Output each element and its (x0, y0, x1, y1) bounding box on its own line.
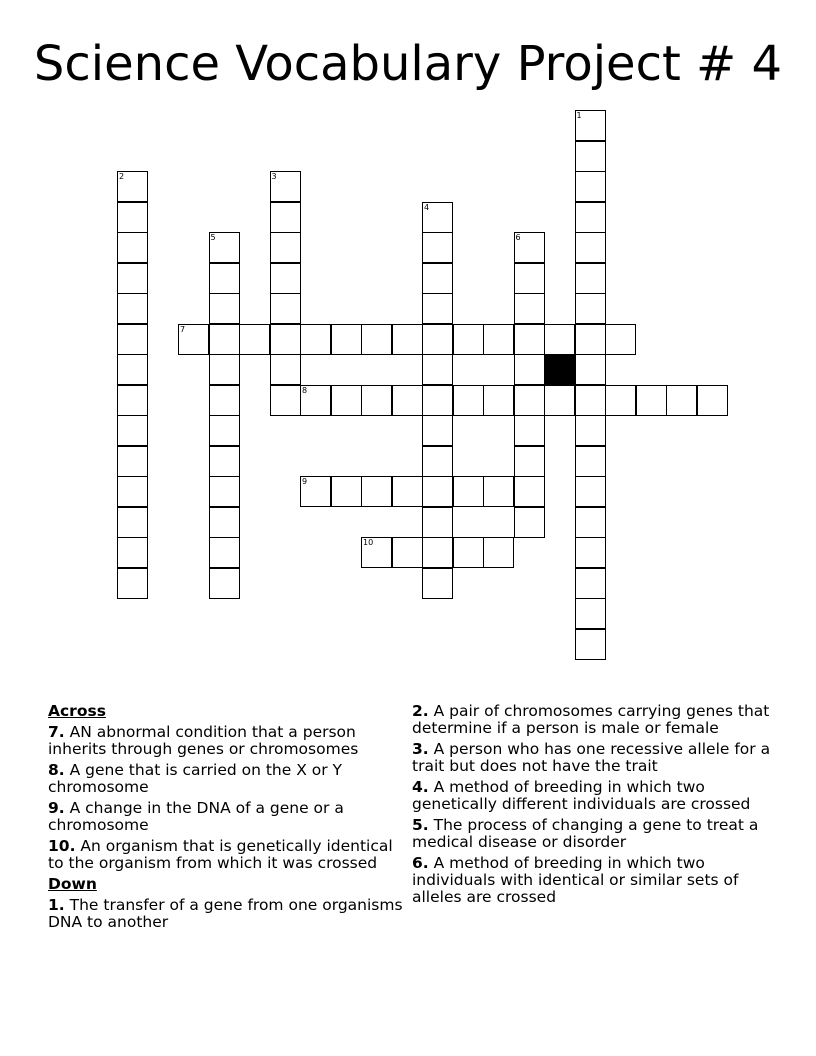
crossword-cell[interactable] (422, 568, 453, 599)
crossword-cell[interactable] (422, 263, 453, 294)
crossword-cell[interactable] (361, 385, 392, 416)
crossword-cell[interactable] (117, 537, 148, 568)
down-heading: Down (48, 875, 97, 893)
clue-number: 1 (576, 111, 582, 120)
crossword-cell[interactable] (575, 171, 606, 202)
crossword-cell[interactable] (117, 202, 148, 233)
clue-down-4: 4. A method of breeding in which two genetically different individuals are crossed (412, 778, 751, 813)
clue-down-1: 1. The transfer of a gene from one organisms DNA to another (48, 896, 403, 931)
clues-column-right (412, 703, 782, 910)
crossword-cell[interactable] (117, 415, 148, 446)
crossword-cell[interactable] (575, 263, 606, 294)
clue-down-3: 3. A person who has one recessive allele for a trait but does not have the trait (412, 740, 771, 775)
crossword-cell[interactable] (514, 415, 545, 446)
crossword-cell[interactable] (209, 415, 240, 446)
crossword-cell[interactable] (422, 537, 453, 568)
clue-number: 6 (515, 233, 521, 242)
crossword-cell[interactable] (453, 324, 484, 355)
clue-across-10: 10. An organism that is genetically identical to the organism from which it was crossed (48, 837, 393, 872)
clue-number: 8 (302, 385, 308, 395)
crossword-cell[interactable] (483, 476, 514, 507)
crossword-cell[interactable] (575, 476, 606, 507)
crossword-cell[interactable] (422, 415, 453, 446)
crossword-cell[interactable] (575, 354, 606, 385)
crossword-black-cell (544, 354, 575, 385)
crossword-cell[interactable] (514, 232, 545, 263)
crossword-cell[interactable] (422, 476, 453, 507)
across-heading: Across (48, 702, 106, 720)
clue-number: 4 (424, 202, 430, 212)
clue-number: 7 (180, 324, 186, 334)
crossword-cell[interactable] (544, 385, 575, 416)
crossword-cell[interactable] (361, 537, 392, 568)
crossword-cell[interactable] (666, 385, 697, 416)
crossword-cell[interactable] (117, 232, 148, 263)
crossword-cell[interactable] (117, 507, 148, 538)
crossword-cell[interactable] (453, 385, 484, 416)
crossword-cell[interactable] (483, 324, 514, 355)
crossword-cell[interactable] (514, 446, 545, 477)
crossword-cell[interactable] (605, 385, 636, 416)
clue-number: 5 (210, 233, 216, 242)
crossword-cell[interactable] (209, 354, 240, 385)
clue-across-9: 9. A change in the DNA of a gene or a chromosome (48, 799, 344, 834)
crossword-cell[interactable] (270, 171, 301, 202)
crossword-cell[interactable] (270, 232, 301, 263)
crossword-cell[interactable] (514, 507, 545, 538)
crossword-cell[interactable] (239, 324, 270, 355)
crossword-cell[interactable] (514, 476, 545, 507)
crossword-cell[interactable] (605, 324, 636, 355)
crossword-cell[interactable] (209, 232, 240, 263)
crossword-cell[interactable] (422, 507, 453, 538)
crossword-cell[interactable] (636, 385, 667, 416)
crossword-cell[interactable] (544, 324, 575, 355)
crossword-cell[interactable] (422, 354, 453, 385)
crossword-cell[interactable] (361, 324, 392, 355)
clue-number: 9 (302, 477, 308, 486)
crossword-cell[interactable] (117, 354, 148, 385)
crossword-cell[interactable] (575, 629, 606, 660)
crossword-cell[interactable] (483, 385, 514, 416)
crossword-cell[interactable] (209, 476, 240, 507)
crossword-cell[interactable] (575, 568, 606, 599)
crossword-cell[interactable] (209, 385, 240, 416)
crossword-cell[interactable] (575, 385, 606, 416)
crossword-cell[interactable] (453, 476, 484, 507)
crossword-cell[interactable] (270, 263, 301, 294)
crossword-cell[interactable] (209, 263, 240, 294)
crossword-cell[interactable] (575, 446, 606, 477)
crossword-cell[interactable] (575, 507, 606, 538)
crossword-cell[interactable] (514, 324, 545, 355)
crossword-cell[interactable] (300, 385, 331, 416)
crossword-cell[interactable] (270, 324, 301, 355)
clue-across-7: 7. AN abnormal condition that a person inherits through genes or chromosomes (48, 723, 359, 758)
crossword-cell[interactable] (392, 476, 423, 507)
crossword-cell[interactable] (331, 476, 362, 507)
crossword-cell[interactable] (575, 202, 606, 233)
crossword-cell[interactable] (117, 263, 148, 294)
crossword-cell[interactable] (117, 385, 148, 416)
crossword-cell[interactable] (514, 354, 545, 385)
crossword-cell[interactable] (422, 202, 453, 233)
crossword-cell[interactable] (392, 385, 423, 416)
crossword-cell[interactable] (483, 537, 514, 568)
crossword-cell[interactable] (117, 446, 148, 477)
crossword-cell[interactable] (422, 385, 453, 416)
crossword-cell[interactable] (575, 324, 606, 355)
crossword-cell[interactable] (575, 537, 606, 568)
clue-number: 10 (363, 538, 374, 547)
crossword-cell[interactable] (270, 354, 301, 385)
crossword-cell[interactable] (270, 293, 301, 324)
crossword-cell[interactable] (575, 110, 606, 141)
crossword-cell[interactable] (209, 537, 240, 568)
crossword-cell[interactable] (361, 476, 392, 507)
crossword-cell[interactable] (575, 293, 606, 324)
crossword-cell[interactable] (270, 385, 301, 416)
clue-number: 2 (119, 172, 125, 181)
clue-down-2: 2. A pair of chromosomes carrying genes that determine if a person is male or female (412, 702, 770, 737)
crossword-cell[interactable] (331, 385, 362, 416)
crossword-cell[interactable] (422, 446, 453, 477)
crossword-cell[interactable] (453, 537, 484, 568)
clue-across-8: 8. A gene that is carried on the X or Y chromosome (48, 761, 343, 796)
crossword-cell[interactable] (270, 202, 301, 233)
crossword-cell[interactable] (422, 232, 453, 263)
clue-number: 3 (271, 172, 277, 181)
crossword-cell[interactable] (514, 293, 545, 324)
crossword-cell[interactable] (392, 324, 423, 355)
crossword-cell[interactable] (422, 324, 453, 355)
clue-down-6: 6. A method of breeding in which two individuals with identical or similar sets of alleles are crossed (412, 854, 739, 906)
crossword-cell[interactable] (117, 568, 148, 599)
crossword-cell[interactable] (300, 324, 331, 355)
crossword-cell[interactable] (209, 324, 240, 355)
crossword-cell[interactable] (178, 324, 209, 355)
crossword-cell[interactable] (575, 415, 606, 446)
crossword-cell[interactable] (575, 598, 606, 629)
crossword-cell[interactable] (514, 263, 545, 294)
clue-down-5: 5. The process of changing a gene to treat a medical disease or disorder (412, 816, 759, 851)
crossword-cell[interactable] (575, 141, 606, 172)
crossword-cell[interactable] (514, 385, 545, 416)
crossword-cell[interactable] (209, 293, 240, 324)
crossword-cell[interactable] (117, 171, 148, 202)
crossword-cell[interactable] (117, 293, 148, 324)
crossword-cell[interactable] (331, 324, 362, 355)
clues-column-left (48, 703, 404, 935)
page-title: Science Vocabulary Project # 4 (33, 36, 783, 92)
crossword-cell[interactable] (117, 476, 148, 507)
crossword-cell[interactable] (697, 385, 728, 416)
crossword-cell[interactable] (392, 537, 423, 568)
crossword-cell[interactable] (209, 446, 240, 477)
crossword-cell[interactable] (209, 507, 240, 538)
crossword-cell[interactable] (117, 324, 148, 355)
crossword-cell[interactable] (300, 476, 331, 507)
crossword-cell[interactable] (575, 232, 606, 263)
crossword-cell[interactable] (209, 568, 240, 599)
crossword-cell[interactable] (422, 293, 453, 324)
